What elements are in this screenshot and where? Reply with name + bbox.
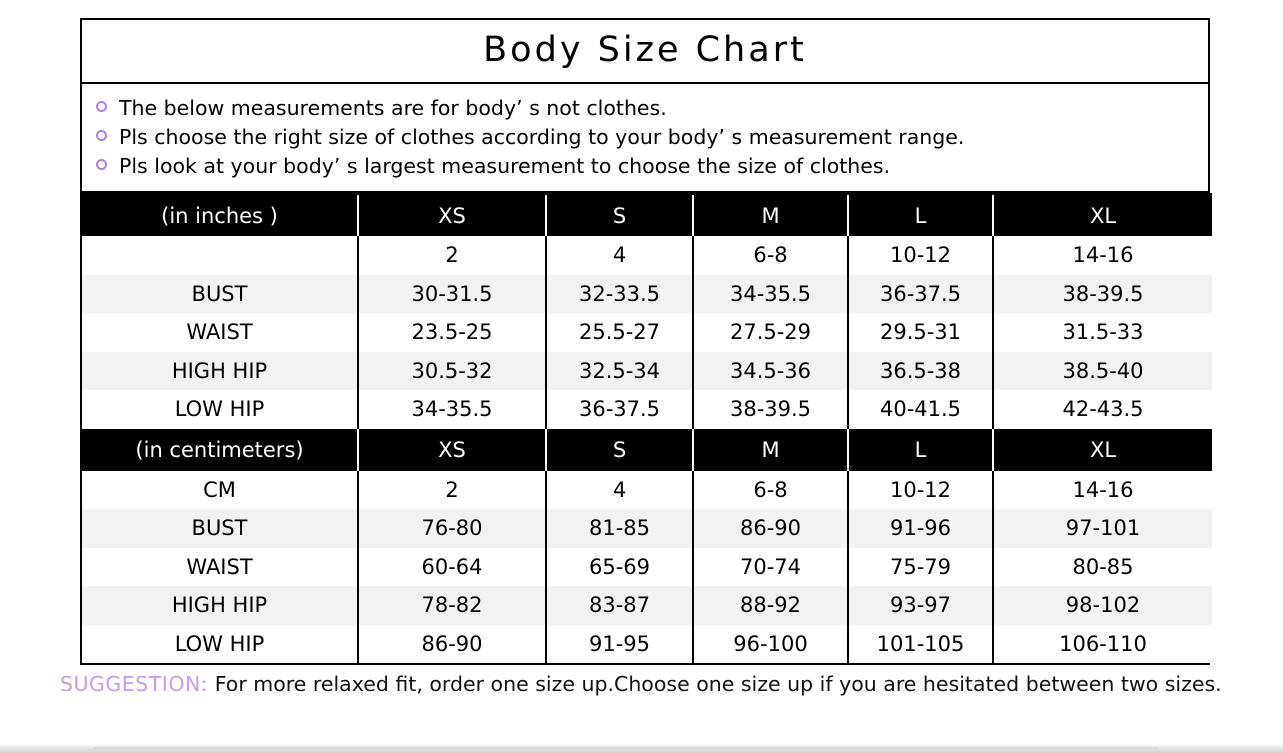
header-cell: M (693, 429, 848, 471)
row-label: LOW HIP (82, 625, 358, 664)
table-cell: 76-80 (358, 509, 546, 548)
header-cell: L (848, 429, 993, 471)
table-cell: 34.5-36 (693, 352, 848, 391)
row-label: CM (82, 471, 358, 510)
table-cell: 65-69 (546, 548, 693, 587)
header-cell: XS (358, 194, 546, 236)
table-cell: 88-92 (693, 586, 848, 625)
table-header-row-centimeters (82, 429, 1212, 471)
size-table (82, 193, 1212, 663)
row-label: BUST (82, 509, 358, 548)
header-cell: S (546, 194, 693, 236)
note-text: Pls choose the right size of clothes according to your body’ s measurement range. (119, 125, 965, 149)
table-cell: 14-16 (993, 471, 1212, 510)
table-cell: 98-102 (993, 586, 1212, 625)
table-header-row-inches (82, 194, 1212, 236)
table-row (82, 390, 1212, 429)
table-cell: 36-37.5 (546, 390, 693, 429)
table-row (82, 313, 1212, 352)
header-cell: M (693, 194, 848, 236)
row-label: BUST (82, 275, 358, 314)
row-label (82, 236, 358, 275)
note-text: Pls look at your body’ s largest measurement to choose the size of clothes. (119, 154, 891, 178)
table-cell: 31.5-33 (993, 313, 1212, 352)
row-label: WAIST (82, 313, 358, 352)
table-cell: 96-100 (693, 625, 848, 664)
table-cell: 42-43.5 (993, 390, 1212, 429)
table-cell: 32.5-34 (546, 352, 693, 391)
header-cell: (in centimeters) (82, 429, 358, 471)
table-cell: 34-35.5 (358, 390, 546, 429)
table-cell: 34-35.5 (693, 275, 848, 314)
bullet-circle-icon (96, 101, 107, 112)
table-cell: 2 (358, 236, 546, 275)
table-cell: 14-16 (993, 236, 1212, 275)
table-cell: 93-97 (848, 586, 993, 625)
table-cell: 4 (546, 236, 693, 275)
table-cell: 29.5-31 (848, 313, 993, 352)
note-item (96, 152, 1208, 181)
size-chart-card (80, 18, 1210, 665)
footer-divider (93, 747, 1158, 750)
table-cell: 30.5-32 (358, 352, 546, 391)
header-cell: XS (358, 429, 546, 471)
table-cell: 10-12 (848, 471, 993, 510)
suggestion-label: SUGGESTION: (60, 672, 209, 696)
table-cell: 27.5-29 (693, 313, 848, 352)
table-row (82, 586, 1212, 625)
note-item (96, 123, 1208, 152)
table-cell: 97-101 (993, 509, 1212, 548)
table-cell: 30-31.5 (358, 275, 546, 314)
row-label: HIGH HIP (82, 586, 358, 625)
table-cell: 23.5-25 (358, 313, 546, 352)
table-row (82, 236, 1212, 275)
page-title: Body Size Chart (82, 20, 1208, 84)
table-cell: 75-79 (848, 548, 993, 587)
table-cell: 32-33.5 (546, 275, 693, 314)
table-cell: 91-96 (848, 509, 993, 548)
note-text: The below measurements are for body’ s not clothes. (119, 96, 667, 120)
table-cell: 36.5-38 (848, 352, 993, 391)
header-cell: L (848, 194, 993, 236)
table-cell: 86-90 (693, 509, 848, 548)
table-cell: 106-110 (993, 625, 1212, 664)
table-cell: 60-64 (358, 548, 546, 587)
header-cell: XL (993, 194, 1212, 236)
table-cell: 80-85 (993, 548, 1212, 587)
table-cell: 70-74 (693, 548, 848, 587)
suggestion-note (60, 672, 1260, 696)
table-cell: 81-85 (546, 509, 693, 548)
table-row (82, 275, 1212, 314)
table-row (82, 625, 1212, 664)
table-cell: 38.5-40 (993, 352, 1212, 391)
suggestion-text: For more relaxed fit, order one size up.Choose one size up if you are hesitated between two sizes. (214, 672, 1222, 696)
table-row (82, 548, 1212, 587)
table-cell: 38-39.5 (693, 390, 848, 429)
table-cell: 10-12 (848, 236, 993, 275)
table-row (82, 509, 1212, 548)
header-cell: (in inches ) (82, 194, 358, 236)
table-cell: 78-82 (358, 586, 546, 625)
table-cell: 6-8 (693, 236, 848, 275)
bullet-circle-icon (96, 159, 107, 170)
header-cell: XL (993, 429, 1212, 471)
table-cell: 91-95 (546, 625, 693, 664)
note-item (96, 94, 1208, 123)
table-cell: 38-39.5 (993, 275, 1212, 314)
notes-list (82, 84, 1208, 193)
table-cell: 6-8 (693, 471, 848, 510)
row-label: WAIST (82, 548, 358, 587)
table-cell: 83-87 (546, 586, 693, 625)
table-row (82, 471, 1212, 510)
row-label: HIGH HIP (82, 352, 358, 391)
table-cell: 25.5-27 (546, 313, 693, 352)
table-cell: 4 (546, 471, 693, 510)
row-label: LOW HIP (82, 390, 358, 429)
table-cell: 2 (358, 471, 546, 510)
header-cell: S (546, 429, 693, 471)
bullet-circle-icon (96, 130, 107, 141)
table-cell: 40-41.5 (848, 390, 993, 429)
table-cell: 36-37.5 (848, 275, 993, 314)
table-row (82, 352, 1212, 391)
table-cell: 86-90 (358, 625, 546, 664)
table-cell: 101-105 (848, 625, 993, 664)
